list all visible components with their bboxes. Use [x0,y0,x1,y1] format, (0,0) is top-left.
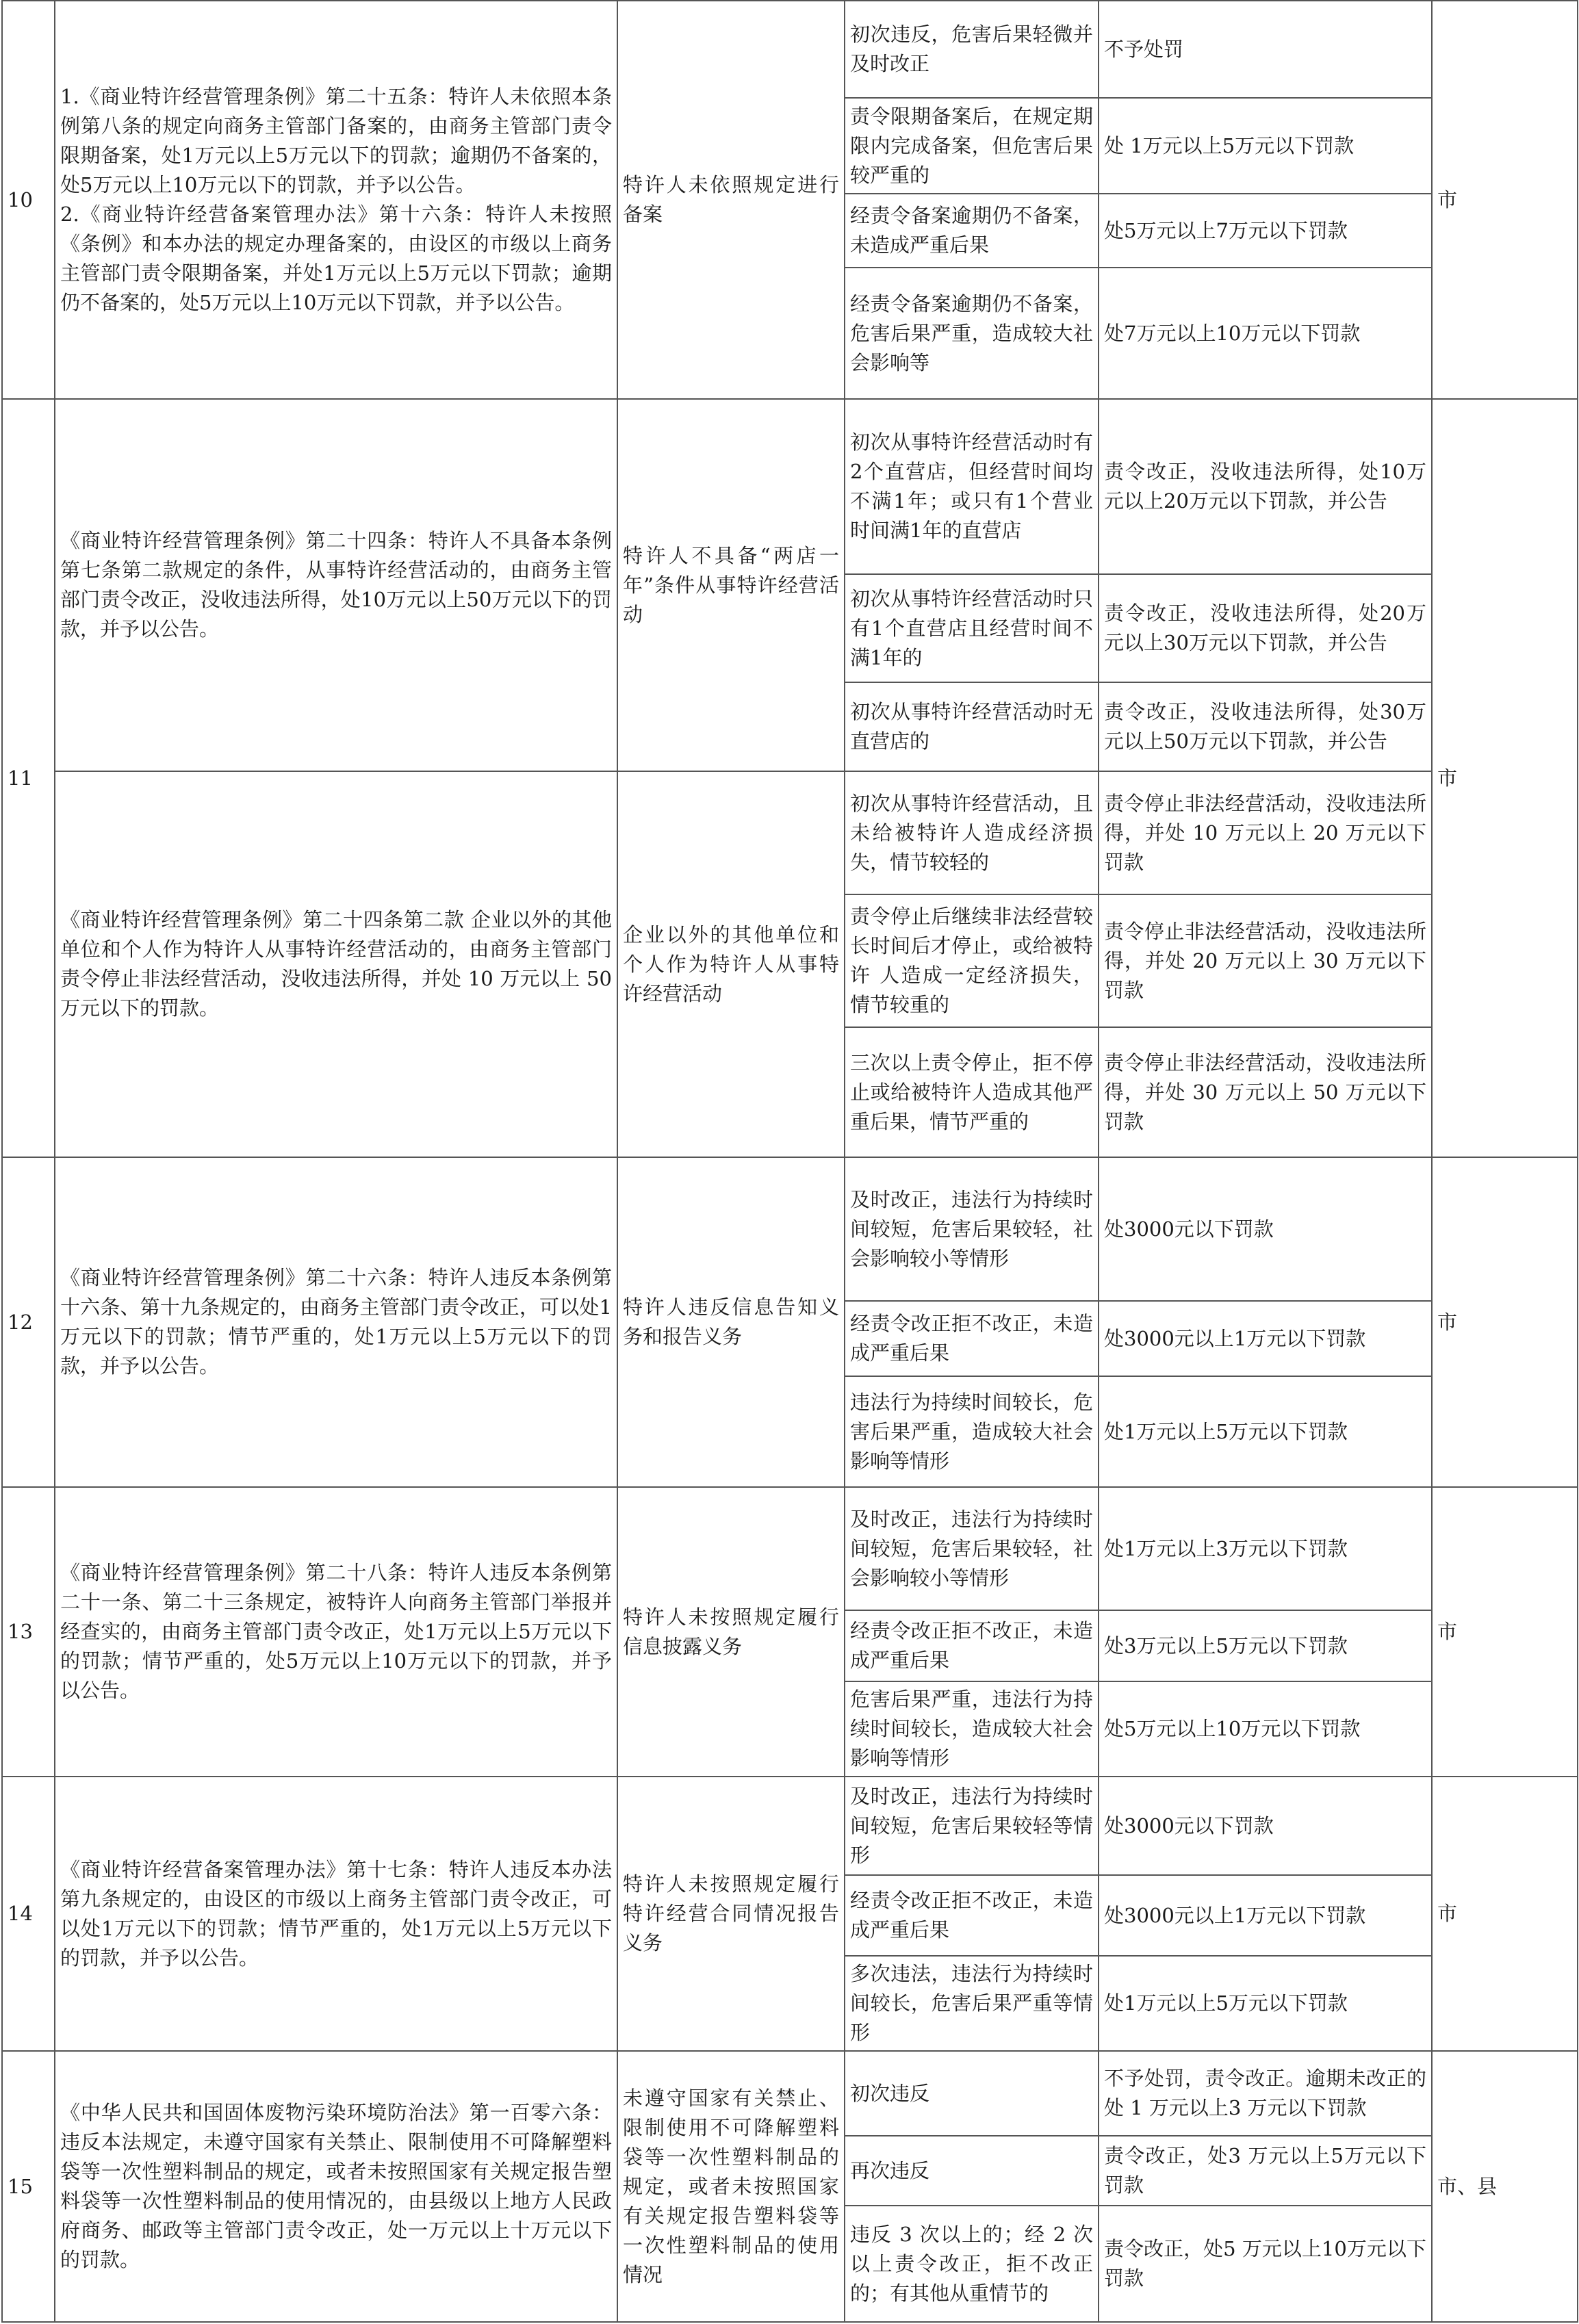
condition-cell: 责令限期备案后，在规定期限内完成备案，但危害后果较严重的 [845,98,1099,194]
condition-cell: 经责令改正拒不改正，未造成严重后果 [845,1875,1099,1956]
penalty-cell: 处 1万元以上5万元以下罚款 [1099,98,1432,194]
legal-basis: 1.《商业特许经营管理条例》第二十五条：特许人未依照本条例第八条的规定向商务主管部门备案的，由商务主管部门责令限期备案，处1万元以上5万元以下的罚款；逾期仍不备案的，处5万元以上10万元以下的罚款，并予以公告。 2.《商业特许经营备案管理办法》第十六条：特许人未按照《条例》和本办法的规定办理备案的，由设区的市级以上商务主管部门责令限期备案，并处1万元以上5万元以下罚款；逾期仍不备案的，处5万元以上10万元以下罚款，并予以公告。 [55,1,617,399]
condition-cell: 及时改正，违法行为持续时间较短，危害后果较轻，社会影响较小等情形 [845,1157,1099,1301]
enforcement-level: 市 [1432,399,1578,1157]
penalty-cell: 处3000元以上1万元以下罚款 [1099,1301,1432,1376]
condition-cell: 责令停止后继续非法经营较长时间后才停止，或给被特许 人造成一定经济损失，情节较重的 [845,894,1099,1027]
violation-case: 特许人未依照规定进行备案 [617,1,845,399]
table-row [2,1777,1578,1875]
condition-cell: 及时改正，违法行为持续时间较短，危害后果较轻，社会影响较小等情形 [845,1487,1099,1610]
penalty-cell: 处5万元以上10万元以下罚款 [1099,1681,1432,1777]
row-number: 10 [2,1,55,399]
condition-cell: 三次以上责令停止，拒不停止或给被特许人造成其他严重后果，情节严重的 [845,1027,1099,1157]
penalty-cell: 责令停止非法经营活动，没收违法所得，并处 20 万元以上 30 万元以下罚款 [1099,894,1432,1027]
condition-cell: 危害后果严重，违法行为持续时间较长，造成较大社会影响等情形 [845,1681,1099,1777]
condition-cell: 经责令改正拒不改正，未造成严重后果 [845,1610,1099,1681]
violation-case: 特许人违反信息告知义务和报告义务 [617,1157,845,1487]
legal-basis: 《商业特许经营备案管理办法》第十七条：特许人违反本办法第九条规定的，由设区的市级以上商务主管部门责令改正，可以处1万元以下的罚款；情节严重的，处1万元以上5万元以下的罚款，并予以公告。 [55,1777,617,2051]
penalty-cell: 责令改正，处3 万元以上5万元以下罚款 [1099,2136,1432,2206]
penalty-cell: 责令改正，没收违法所得，处10万元以上20万元以下罚款，并公告 [1099,399,1432,574]
table-row [2,1487,1578,1610]
violation-case: 企业以外的其他单位和个人作为特许人从事特许经营活动 [617,771,845,1157]
condition-cell: 违法行为持续时间较长，危害后果严重，造成较大社会影响等情形 [845,1376,1099,1487]
row-number: 12 [2,1157,55,1487]
row-number: 11 [2,399,55,1157]
condition-cell: 及时改正，违法行为持续时间较短，危害后果较轻等情形 [845,1777,1099,1875]
penalty-cell: 责令停止非法经营活动，没收违法所得，并处 30 万元以上 50 万元以下罚款 [1099,1027,1432,1157]
table-row [2,399,1578,574]
penalty-cell: 责令改正，没收违法所得，处30万元以上50万元以下罚款，并公告 [1099,682,1432,771]
enforcement-level: 市 [1432,1487,1578,1777]
penalty-cell: 处3000元以上1万元以下罚款 [1099,1875,1432,1956]
penalty-cell: 处3000元以下罚款 [1099,1157,1432,1301]
violation-case: 特许人未按照规定履行信息披露义务 [617,1487,845,1777]
enforcement-level: 市、县 [1432,2051,1578,2322]
condition-cell: 再次违反 [845,2136,1099,2206]
enforcement-level: 市 [1432,1777,1578,2051]
condition-cell: 经责令改正拒不改正，未造成严重后果 [845,1301,1099,1376]
penalty-cell: 责令改正，处5 万元以上10万元以下罚款 [1099,2206,1432,2322]
penalty-cell: 责令停止非法经营活动，没收违法所得，并处 10 万元以上 20 万元以下罚款 [1099,771,1432,894]
penalty-cell: 处3万元以上5万元以下罚款 [1099,1610,1432,1681]
violation-case: 特许人未按照规定履行特许经营合同情况报告义务 [617,1777,845,2051]
condition-cell: 初次从事特许经营活动时无直营店的 [845,682,1099,771]
table-row [2,771,1578,894]
condition-cell: 初次违反 [845,2051,1099,2136]
condition-cell: 经责令备案逾期仍不备案，危害后果严重，造成较大社会影响等 [845,268,1099,399]
penalty-cell: 处7万元以上10万元以下罚款 [1099,268,1432,399]
penalty-cell: 处1万元以上5万元以下罚款 [1099,1376,1432,1487]
penalty-standards-table [1,0,1578,2323]
penalty-cell: 处5万元以上7万元以下罚款 [1099,194,1432,268]
penalty-cell: 不予处罚 [1099,1,1432,98]
penalty-cell: 处1万元以上5万元以下罚款 [1099,1956,1432,2051]
legal-basis: 《中华人民共和国固体废物污染环境防治法》第一百零六条：违反本法规定，未遵守国家有关禁止、限制使用不可降解塑料袋等一次性塑料制品的规定，或者未按照国家有关规定报告塑料袋等一次性塑料制品的使用情况的，由县级以上地方人民政府商务、邮政等主管部门责令改正，处一万元以上十万元以下的罚款。 [55,2051,617,2322]
enforcement-level: 市 [1432,1,1578,399]
enforcement-level: 市 [1432,1157,1578,1487]
table-row [2,1,1578,98]
legal-basis: 《商业特许经营管理条例》第二十八条：特许人违反本条例第二十一条、第二十三条规定，被特许人向商务主管部门举报并经查实的，由商务主管部门责令改正，处1万元以上5万元以下的罚款；情节严重的，处5万元以上10万元以下的罚款，并予以公告。 [55,1487,617,1777]
table-row [2,2051,1578,2136]
condition-cell: 违反 3 次以上的；经 2 次以上责令改正，拒不改正的；有其他从重情节的 [845,2206,1099,2322]
condition-cell: 初次从事特许经营活动时有2个直营店，但经营时间均不满1年；或只有1个营业时间满1年的直营店 [845,399,1099,574]
condition-cell: 初次违反，危害后果轻微并及时改正 [845,1,1099,98]
row-number: 14 [2,1777,55,2051]
legal-basis: 《商业特许经营管理条例》第二十四条：特许人不具备本条例第七条第二款规定的条件，从事特许经营活动的，由商务主管部门责令改正，没收违法所得，处10万元以上50万元以下的罚款，并予以公告。 [55,399,617,771]
penalty-cell: 处3000元以下罚款 [1099,1777,1432,1875]
violation-case: 特许人不具备“两店一年”条件从事特许经营活动 [617,399,845,771]
violation-case: 未遵守国家有关禁止、限制使用不可降解塑料袋等一次性塑料制品的规定，或者未按照国家有关规定报告塑料袋等一次性塑料制品的使用情况 [617,2051,845,2322]
penalty-cell: 不予处罚，责令改正。逾期未改正的处 1 万元以上3 万元以下罚款 [1099,2051,1432,2136]
penalty-cell: 处1万元以上3万元以下罚款 [1099,1487,1432,1610]
condition-cell: 初次从事特许经营活动，且未给被特许人造成经济损失，情节较轻的 [845,771,1099,894]
row-number: 13 [2,1487,55,1777]
condition-cell: 经责令备案逾期仍不备案，未造成严重后果 [845,194,1099,268]
penalty-cell: 责令改正，没收违法所得，处20万元以上30万元以下罚款，并公告 [1099,574,1432,682]
legal-basis: 《商业特许经营管理条例》第二十六条：特许人违反本条例第十六条、第十九条规定的，由商务主管部门责令改正，可以处1万元以下的罚款；情节严重的，处1万元以上5万元以下的罚款，并予以公告。 [55,1157,617,1487]
row-number: 15 [2,2051,55,2322]
condition-cell: 多次违法，违法行为持续时间较长，危害后果严重等情形 [845,1956,1099,2051]
condition-cell: 初次从事特许经营活动时只有1个直营店且经营时间不满1年的 [845,574,1099,682]
legal-basis: 《商业特许经营管理条例》第二十四条第二款 企业以外的其他单位和个人作为特许人从事特许经营活动的，由商务主管部门责令停止非法经营活动，没收违法所得，并处 10 万元以上 50 万元以下的罚款。 [55,771,617,1157]
table-row [2,1157,1578,1301]
